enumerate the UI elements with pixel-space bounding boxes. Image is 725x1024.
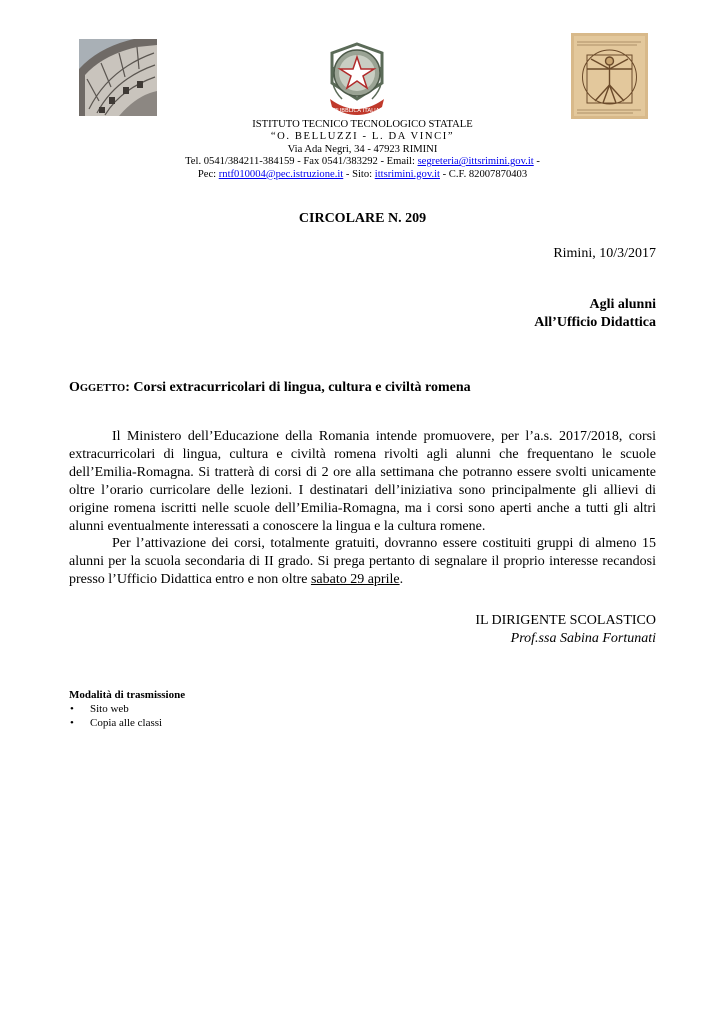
emblem-ribbon-text: REPUBBLICA ITALIANA: [326, 108, 388, 114]
pec-label: Pec:: [197, 168, 219, 180]
circular-title: CIRCOLARE N. 209: [298, 211, 427, 226]
site-label: - Sito:: [343, 168, 375, 180]
signature-name: Prof.ssa Sabina Fortunati: [510, 631, 656, 646]
document-date: Rimini, 10/3/2017: [553, 246, 656, 261]
body-paragraph-1: Il Ministero dell’Educazione della Romania intende promuovere, per l’a.s. 2017/2018, corsi extracurricolari di lingua, cultura e civiltà romena rivolti agli alunni che frequentano le scuole dell’Emilia-Romagna. Si tratterà di corsi di 2 ore alla settimana che potranno essere svolti unicamente oltre l’orario curricolare delle lezioni. I destinatari dell’iniziativa sono principalmente gli allievi di origine romena iscritti nelle scuole dell’Emilia-Romagna, ma i corsi sono aperti anche a tutti gli altri alunni eventualmente interessati a conoscere la lingua e la cultura romene.: [69, 429, 656, 534]
school-address: Via Ada Negri, 34 - 47923 RIMINI: [287, 143, 438, 155]
subject-label-rest: GGETTO: [79, 383, 126, 394]
contact-line: [60, 156, 665, 168]
recipient-students: Agli alunni: [589, 297, 656, 312]
school-name: “O. BELLUZZI - L. DA VINCI”: [270, 131, 455, 143]
italian-republic-emblem: [322, 41, 392, 117]
circular-body: [69, 428, 656, 589]
tax-code: - C.F. 82007870403: [439, 168, 528, 180]
pec-line: [60, 169, 665, 181]
paragraph-2-end: .: [399, 572, 404, 588]
recipient-office: All’Ufficio Didattica: [534, 315, 656, 330]
transmission-section: [69, 688, 185, 730]
signature-role: IL DIRIGENTE SCOLASTICO: [475, 613, 656, 628]
email-link[interactable]: segreteria@ittsrimini.gov.it: [417, 156, 534, 168]
pec-link[interactable]: rntf010004@pec.istruzione.it: [218, 168, 344, 180]
transmission-item-classes: Copia alle classi: [90, 717, 163, 729]
contact-separator: -: [533, 156, 540, 168]
list-item: [69, 716, 185, 730]
school-header: [60, 119, 665, 181]
paragraph-2-text: Per l’attivazione dei corsi, totalmente gratuiti, dovranno essere costituiti gruppi di almeno 15 alunni per la scuola secondaria di II grado. Si prega pertanto di segnalare il proprio interesse recandosi presso l’Ufficio Didattica entro e non oltre: [69, 536, 656, 588]
subject-text: Corsi extracurricolari di lingua, cultura e civiltà romena: [129, 380, 471, 395]
transmission-title: Modalità di trasmissione: [69, 689, 186, 701]
transmission-item-website: Sito web: [90, 703, 129, 715]
website-link[interactable]: ittsrimini.gov.it: [374, 168, 440, 180]
school-building-logo: [79, 39, 157, 116]
recipients: [534, 296, 656, 332]
subject-label-colon: :: [125, 380, 130, 395]
body-paragraph-2: [69, 535, 656, 589]
list-item: [69, 702, 185, 716]
deadline-date: sabato 29 aprile: [310, 572, 400, 588]
phone-fax-text: Tel. 0541/384211-384159 - Fax 0541/383292 - Email:: [185, 156, 418, 168]
signature-block: [475, 612, 656, 648]
transmission-list: [69, 702, 185, 730]
bullet-icon: •: [70, 703, 74, 715]
subject-label-initial: O: [69, 380, 80, 395]
vitruvian-man-logo: [571, 33, 648, 119]
subject-line: [69, 380, 471, 396]
school-type: ISTITUTO TECNICO TECNOLOGICO STATALE: [252, 119, 473, 130]
bullet-icon: •: [70, 717, 74, 729]
